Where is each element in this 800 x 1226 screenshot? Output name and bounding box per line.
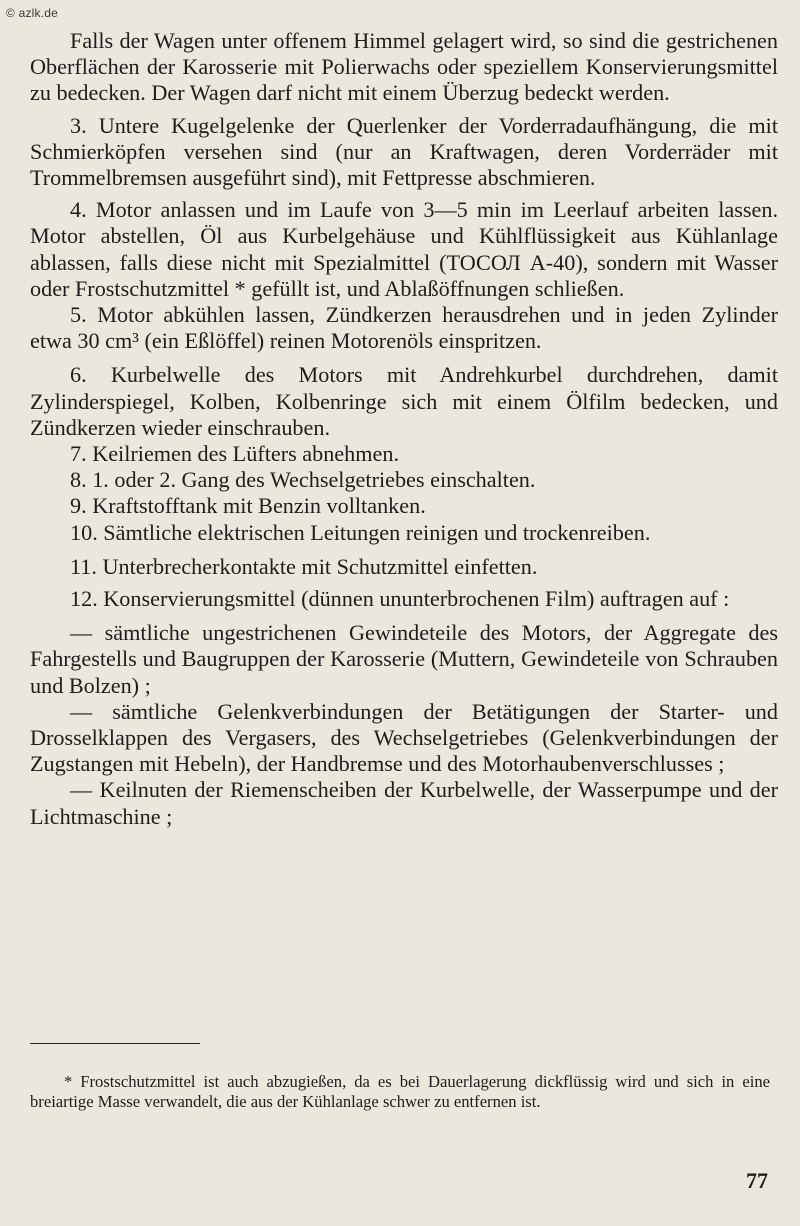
paragraph-step-9: 9. Kraftstofftank mit Benzin volltanken. — [70, 493, 426, 519]
paragraph-step-11: 11. Unterbrecherkontakte mit Schutzmittel einfetten. — [70, 553, 538, 579]
footnote-divider — [30, 1043, 200, 1044]
footnote-text: * Frostschutzmittel ist auch abzugießen, da es bei Dauerlagerung dickflüssig wird und sich in eine breiartige Masse verwandelt, die aus der Kühlanlage schwer zu entfernen ist. — [30, 1072, 770, 1111]
paragraph-step-10: 10. Sämtliche elektrischen Leitungen reinigen und trockenreiben. — [70, 519, 651, 545]
body-text — [30, 28, 778, 830]
paragraph-step-6: 6. Kurbelwelle des Motors mit Andrehkurbel durchdrehen, damit Zylinderspiegel, Kolben, Kolbenringe sich mit einem Ölfilm bedecken, und Zündkerzen wieder einschrauben. — [30, 362, 778, 440]
paragraph-step-3: 3. Untere Kugelgelenke der Querlenker der Vorderradaufhängung, die mit Schmierköpfen versehen sind (nur an Kraftwagen, deren Vorderräder mit Trommelbremsen ausgeführt sind), mit Fettpresse abschmieren. — [30, 112, 778, 191]
list-item-joints: — sämtliche Gelenkverbindungen der Betätigungen der Starter- und Drosselklappen des Vergasers, des Wechselgetriebes (Gelenkverbindungen der Zugstangen mit Hebeln), der Handbremse und des Motorhaubenverschlusses ; — [30, 698, 778, 777]
list-item-threads: — sämtliche ungestrichenen Gewindeteile des Motors, der Aggregate des Fahrgestells und Baugruppen der Karosserie (Muttern, Gewindeteile von Schrauben und Bolzen) ; — [30, 620, 778, 698]
paragraph-step-7: 7. Keilriemen des Lüfters abnehmen. — [70, 441, 399, 467]
watermark: © azlk.de — [6, 6, 58, 20]
paragraph-step-4: 4. Motor anlassen und im Laufe von 3—5 min im Leerlauf arbeiten lassen. Motor abstellen, Öl aus Kurbelgehäuse und Kühlflüssigkeit aus Kühlanlage ablassen, falls diese nicht mit Spezialmittel (ТОСОЛ А-40), sondern mit Wasser oder Frostschutzmittel * gefüllt ist, und Ablaßöffnungen schließen. — [30, 197, 778, 301]
page-number: 77 — [746, 1168, 768, 1193]
paragraph-step-12: 12. Konservierungsmittel (dünnen ununterbrochenen Film) auftragen auf : — [70, 586, 730, 612]
list-item-pulleys: — Keilnuten der Riemenscheiben der Kurbelwelle, der Wasserpumpe und der Lichtmaschine ; — [30, 777, 778, 829]
paragraph-storage-outdoors: Falls der Wagen unter offenem Himmel gelagert wird, so sind die gestrichenen Oberflächen der Karosserie mit Polierwachs oder speziellem Konservierungsmittel zu bedecken. Der Wagen darf nicht mit einem Überzug bedeckt werden. — [30, 28, 778, 106]
paragraph-step-8: 8. 1. oder 2. Gang des Wechselgetriebes einschalten. — [70, 467, 536, 493]
footnote — [30, 1072, 770, 1111]
paragraph-step-5: 5. Motor abkühlen lassen, Zündkerzen herausdrehen und in jeden Zylinder etwa 30 cm³ (ein Eßlöffel) reinen Motorenöls einspritzen. — [30, 302, 778, 354]
